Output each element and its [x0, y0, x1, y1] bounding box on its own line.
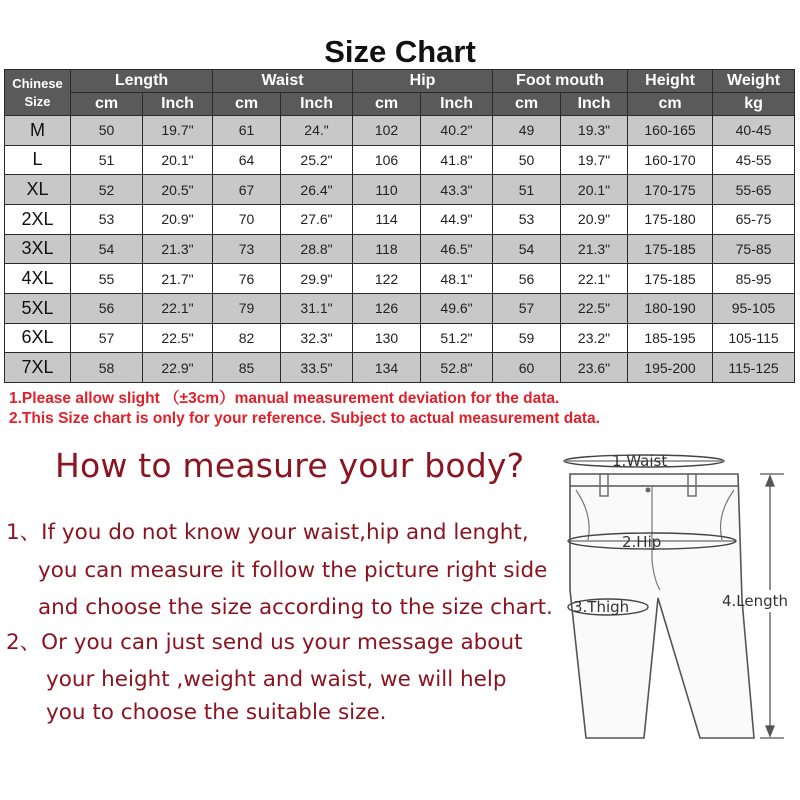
- value-cell: 22.9": [143, 353, 213, 383]
- instruction-line: and choose the size according to the size chart.: [38, 595, 553, 620]
- value-cell: 175-185: [628, 264, 713, 294]
- howto-heading: How to measure your body?: [55, 446, 525, 485]
- value-cell: 134: [353, 353, 421, 383]
- value-cell: 195-200: [628, 353, 713, 383]
- label-thigh: 3.Thigh: [573, 598, 630, 616]
- unit-header: cm: [628, 93, 713, 116]
- value-cell: 122: [353, 264, 421, 294]
- unit-header: cm: [71, 93, 143, 116]
- unit-header: cm: [493, 93, 561, 116]
- size-cell: 5XL: [5, 293, 71, 323]
- unit-header: cm: [213, 93, 281, 116]
- note-deviation: 1.Please allow slight （±3cm）manual measurement deviation for the data.: [9, 390, 560, 407]
- instruction-line: you to choose the suitable size.: [46, 700, 387, 725]
- unit-header: Inch: [281, 93, 353, 116]
- value-cell: 180-190: [628, 293, 713, 323]
- value-cell: 46.5": [421, 234, 493, 264]
- value-cell: 19.7": [561, 145, 628, 175]
- value-cell: 26.4": [281, 175, 353, 205]
- unit-header: kg: [713, 93, 795, 116]
- size-row: [5, 145, 795, 175]
- header-waist: Waist: [213, 70, 353, 93]
- label-waist: 1.Waist: [612, 452, 668, 470]
- header-length: Length: [71, 70, 213, 93]
- value-cell: 175-180: [628, 204, 713, 234]
- header-height: Height: [628, 70, 713, 93]
- value-cell: 48.1": [421, 264, 493, 294]
- value-cell: 76: [213, 264, 281, 294]
- header-row-units: [5, 93, 795, 116]
- note-reference: 2.This Size chart is only for your reference. Subject to actual measurement data.: [9, 410, 600, 427]
- value-cell: 130: [353, 323, 421, 353]
- value-cell: 22.1": [143, 293, 213, 323]
- unit-header: Inch: [143, 93, 213, 116]
- size-cell: 7XL: [5, 353, 71, 383]
- header-foot-mouth: Foot mouth: [493, 70, 628, 93]
- header-row-groups: [5, 70, 795, 93]
- value-cell: 106: [353, 145, 421, 175]
- value-cell: 54: [71, 234, 143, 264]
- value-cell: 59: [493, 323, 561, 353]
- unit-header: cm: [353, 93, 421, 116]
- unit-header: Inch: [561, 93, 628, 116]
- value-cell: 28.8": [281, 234, 353, 264]
- value-cell: 65-75: [713, 204, 795, 234]
- value-cell: 70: [213, 204, 281, 234]
- size-cell: 2XL: [5, 204, 71, 234]
- value-cell: 44.9": [421, 204, 493, 234]
- size-row: [5, 293, 795, 323]
- value-cell: 160-165: [628, 116, 713, 146]
- value-cell: 118: [353, 234, 421, 264]
- size-row: [5, 264, 795, 294]
- size-row: [5, 204, 795, 234]
- value-cell: 49: [493, 116, 561, 146]
- value-cell: 43.3": [421, 175, 493, 205]
- value-cell: 102: [353, 116, 421, 146]
- value-cell: 56: [71, 293, 143, 323]
- header-hip: Hip: [353, 70, 493, 93]
- value-cell: 40.2": [421, 116, 493, 146]
- value-cell: 20.9": [143, 204, 213, 234]
- value-cell: 51: [71, 145, 143, 175]
- value-cell: 27.6": [281, 204, 353, 234]
- button-icon: [646, 488, 651, 493]
- value-cell: 170-175: [628, 175, 713, 205]
- value-cell: 49.6": [421, 293, 493, 323]
- size-cell: M: [5, 116, 71, 146]
- value-cell: 95-105: [713, 293, 795, 323]
- value-cell: 175-185: [628, 234, 713, 264]
- value-cell: 33.5": [281, 353, 353, 383]
- value-cell: 105-115: [713, 323, 795, 353]
- value-cell: 56: [493, 264, 561, 294]
- value-cell: 85-95: [713, 264, 795, 294]
- value-cell: 185-195: [628, 323, 713, 353]
- header-chinese-size: Chinese Size: [5, 70, 71, 116]
- value-cell: 51: [493, 175, 561, 205]
- value-cell: 19.7": [143, 116, 213, 146]
- size-row: [5, 175, 795, 205]
- size-cell: 3XL: [5, 234, 71, 264]
- value-cell: 23.2": [561, 323, 628, 353]
- value-cell: 50: [493, 145, 561, 175]
- page-title: Size Chart: [324, 34, 476, 69]
- value-cell: 57: [71, 323, 143, 353]
- label-hip: 2.Hip: [622, 533, 662, 551]
- value-cell: 160-170: [628, 145, 713, 175]
- header-weight: Weight: [713, 70, 795, 93]
- value-cell: 53: [71, 204, 143, 234]
- instruction-line: 1、If you do not know your waist,hip and lenght,: [6, 520, 529, 545]
- unit-header: Inch: [421, 93, 493, 116]
- value-cell: 60: [493, 353, 561, 383]
- size-cell: XL: [5, 175, 71, 205]
- size-row: [5, 323, 795, 353]
- value-cell: 21.7": [143, 264, 213, 294]
- value-cell: 55-65: [713, 175, 795, 205]
- value-cell: 21.3": [143, 234, 213, 264]
- value-cell: 19.3": [561, 116, 628, 146]
- value-cell: 115-125: [713, 353, 795, 383]
- value-cell: 110: [353, 175, 421, 205]
- value-cell: 22.5": [143, 323, 213, 353]
- instruction-line: 2、Or you can just send us your message about: [6, 630, 523, 655]
- value-cell: 31.1": [281, 293, 353, 323]
- value-cell: 21.3": [561, 234, 628, 264]
- value-cell: 29.9": [281, 264, 353, 294]
- value-cell: 20.5": [143, 175, 213, 205]
- pants-measurement-diagram: [548, 440, 800, 760]
- value-cell: 32.3": [281, 323, 353, 353]
- value-cell: 53: [493, 204, 561, 234]
- value-cell: 24.": [281, 116, 353, 146]
- value-cell: 64: [213, 145, 281, 175]
- value-cell: 73: [213, 234, 281, 264]
- value-cell: 20.1": [561, 175, 628, 205]
- value-cell: 126: [353, 293, 421, 323]
- value-cell: 22.1": [561, 264, 628, 294]
- value-cell: 61: [213, 116, 281, 146]
- value-cell: 50: [71, 116, 143, 146]
- value-cell: 51.2": [421, 323, 493, 353]
- value-cell: 82: [213, 323, 281, 353]
- size-table-body: [5, 116, 795, 383]
- value-cell: 52.8": [421, 353, 493, 383]
- value-cell: 22.5": [561, 293, 628, 323]
- value-cell: 55: [71, 264, 143, 294]
- value-cell: 52: [71, 175, 143, 205]
- value-cell: 57: [493, 293, 561, 323]
- size-row: [5, 234, 795, 264]
- value-cell: 40-45: [713, 116, 795, 146]
- size-cell: L: [5, 145, 71, 175]
- value-cell: 20.1": [143, 145, 213, 175]
- label-length: 4.Length: [722, 592, 789, 610]
- value-cell: 25.2": [281, 145, 353, 175]
- value-cell: 45-55: [713, 145, 795, 175]
- value-cell: 114: [353, 204, 421, 234]
- value-cell: 75-85: [713, 234, 795, 264]
- size-cell: 4XL: [5, 264, 71, 294]
- value-cell: 41.8": [421, 145, 493, 175]
- size-chart-table: [4, 69, 795, 383]
- value-cell: 85: [213, 353, 281, 383]
- size-row: [5, 353, 795, 383]
- instruction-line: you can measure it follow the picture right side: [38, 558, 548, 583]
- value-cell: 58: [71, 353, 143, 383]
- value-cell: 67: [213, 175, 281, 205]
- value-cell: 79: [213, 293, 281, 323]
- instruction-line: your height ,weight and waist, we will help: [46, 667, 507, 692]
- size-row: [5, 116, 795, 146]
- size-cell: 6XL: [5, 323, 71, 353]
- value-cell: 23.6": [561, 353, 628, 383]
- value-cell: 54: [493, 234, 561, 264]
- value-cell: 20.9": [561, 204, 628, 234]
